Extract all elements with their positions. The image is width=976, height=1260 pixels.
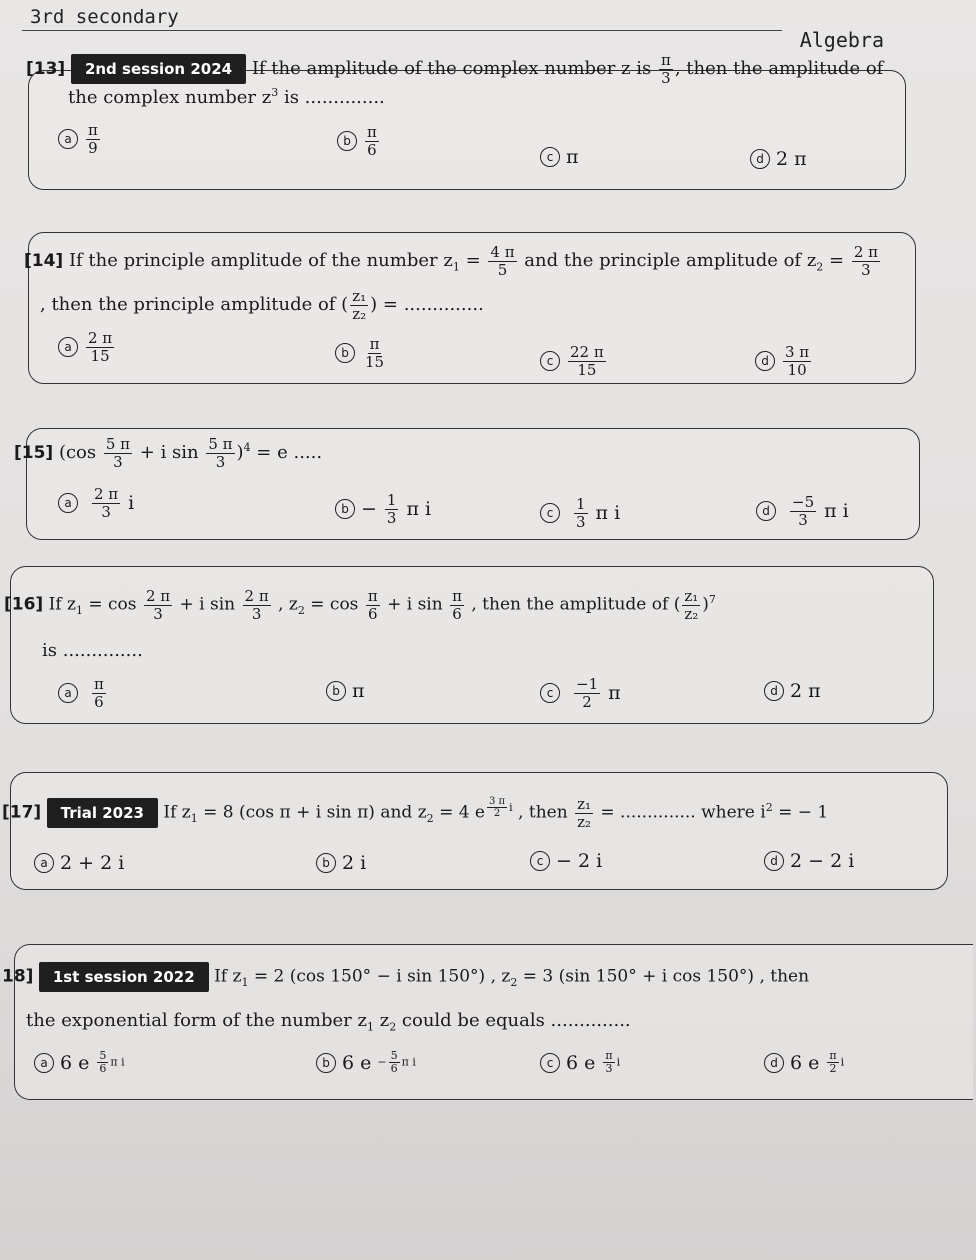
option-letter: b [337,131,357,151]
option-letter: c [540,683,560,703]
question-13-line-1 [26,52,883,86]
option-letter: a [58,337,78,357]
option-c[interactable] [530,850,602,872]
option-text: − 2 i [556,850,603,872]
exponent: $\frac{\pi}{2}$ i [829,1049,845,1076]
question-text: the complex number z [68,87,272,108]
question-text: is .............. [278,87,385,108]
option-c[interactable] [540,676,621,710]
question-text: ) = .............. [370,294,484,315]
question-16-line-2 [42,640,143,662]
question-15-line-1 [14,436,322,470]
question-text: + i sin [139,442,199,463]
option-letter: c [530,851,550,871]
fraction: $\frac{\pi}{15}$ [365,335,385,371]
question-text: = e ..... [250,442,323,463]
fraction: $\frac{22 \pi}{15}$ [570,343,604,379]
option-b[interactable] [316,852,366,874]
question-text: ) [236,442,244,463]
subscript: 2 [510,975,518,989]
question-text: is .............. [42,640,143,661]
question-text: If z [214,966,242,987]
exponent: − $\frac{5}{6}$ π i [377,1049,416,1076]
question-text: = cos [310,594,359,615]
subscript: 1 [75,603,83,617]
option-base: 6 e [60,1051,90,1074]
option-prefix: − [361,498,377,520]
question-14-line-1 [24,244,882,278]
question-17-box [10,772,948,890]
session-badge: 1st session 2022 [39,962,209,992]
fraction: $\frac{\pi}{6}$ [452,587,462,623]
option-c[interactable] [540,496,620,530]
question-text: ) [702,594,709,615]
option-letter: d [750,149,770,169]
question-text: (cos [58,442,97,463]
option-d[interactable] [756,494,849,528]
question-number: [14] [24,251,64,271]
fraction: $\frac{\pi}{6}$ [367,123,377,159]
option-a[interactable] [34,852,124,874]
option-base: 6 e [342,1051,372,1074]
fraction: $\frac{\pi}{3}$ [660,51,671,87]
fraction: $\frac{2 \pi}{3}$ [244,587,269,623]
option-c[interactable] [540,344,608,378]
question-number: 18] [2,966,34,987]
question-text: If the amplitude of the complex number z is [251,58,652,79]
fraction: $\frac{\pi}{9}$ [88,121,98,157]
question-text: = cos [88,594,137,615]
option-b[interactable] [337,124,381,158]
question-text: the exponential form of the number z [26,1010,367,1031]
option-text: π [566,146,579,168]
option-d[interactable] [750,148,807,170]
exponent: 7 [708,592,716,606]
option-letter: a [58,129,78,149]
question-16-line-1 [4,588,716,622]
question-text: , z [278,594,298,615]
exponent: $\frac{5}{6}$ π i [99,1049,125,1076]
fraction: $\frac{5 \pi}{3}$ [105,435,131,471]
option-prefix: 2 π [790,680,821,702]
option-a[interactable] [34,1050,125,1075]
option-a[interactable] [58,330,116,364]
question-text: = 4 e [439,802,485,823]
option-letter: b [335,499,355,519]
fraction: $\frac{\pi}{6}$ [94,675,104,711]
option-letter: c [540,147,560,167]
option-letter: d [755,351,775,371]
question-text: z [373,1010,390,1031]
option-d[interactable] [755,344,813,378]
question-text: = 3 (sin 150° + i cos 150°) , then [522,966,810,987]
question-text: = 2 (cos 150° − i sin 150°) , z [253,966,511,987]
fraction: $\frac{-1}{2}$ [576,675,599,711]
fraction: $\frac{\text{z₁}}{\text{z₂}}$ [684,587,699,623]
equals-sign: = [465,250,481,271]
question-text: + i sin [179,594,236,615]
fraction: $\frac{2 \pi}{3}$ [94,485,119,521]
question-text: If z [163,802,191,823]
fraction: $\frac{2 \pi}{15}$ [88,329,113,365]
option-d[interactable] [764,1050,844,1075]
option-d[interactable] [764,850,854,872]
option-suffix: π i [595,502,621,524]
question-text: = − 1 [772,802,829,823]
question-number: [16] [4,594,44,615]
fraction: $\frac{-5}{3}$ [792,493,815,529]
subscript: 1 [190,811,198,825]
subscript: 2 [297,603,305,617]
option-letter: a [58,493,78,513]
subscript: 2 [389,1020,397,1034]
option-text: 2 i [342,852,367,874]
fraction: $\frac{3 \pi}{10}$ [785,343,810,379]
question-text: If the principle amplitude of the number z [68,250,453,271]
subscript: 1 [452,260,460,274]
fraction: $\frac{1}{3}$ [576,495,586,531]
subject-label: Algebra [799,28,884,52]
question-18-line-1 [2,962,809,992]
option-letter: b [335,343,355,363]
question-text: , then the principle amplitude of ( [40,294,349,315]
question-14-line-2 [40,288,484,322]
question-text: + i sin [387,594,443,615]
fraction: $\frac{2 \pi}{3}$ [145,587,171,623]
option-b[interactable] [335,336,388,370]
question-13-line-2 [68,86,385,109]
option-letter: b [316,853,336,873]
exponent: 3 π 2 i [489,796,513,820]
option-letter: d [756,501,776,521]
exponent: 4 [243,441,251,454]
question-text: , then [518,802,568,823]
option-letter: a [34,853,54,873]
option-a[interactable] [58,486,134,520]
fraction: $\frac{\pi}{6}$ [367,587,378,623]
fraction: $\frac{\text{z₁}}{\text{z₂}}$ [577,795,591,831]
question-18-line-2 [26,1010,631,1034]
equals-sign: = [829,250,845,271]
question-17-line-1 [2,796,828,830]
question-text: could be equals .............. [396,1010,631,1031]
subscript: 2 [426,811,434,825]
header-rule [22,30,782,31]
option-b[interactable] [335,492,431,526]
option-suffix: π i [406,498,432,520]
option-b[interactable] [316,1050,416,1075]
fraction: $\frac{\text{z₁}}{\text{z₂}}$ [352,287,367,323]
option-letter: a [34,1053,54,1073]
option-a[interactable] [58,676,114,710]
question-number: [15] [14,443,54,463]
question-text: , then the amplitude of [674,58,884,79]
question-number: [13] [26,59,66,79]
option-suffix: i [128,492,135,514]
question-text: and the principle amplitude of z [524,250,817,271]
option-text: 2 + 2 i [60,852,125,874]
exponent: 3 [271,86,279,99]
option-text: 2 − 2 i [790,850,855,872]
option-suffix: π [608,682,621,704]
subscript: 1 [366,1020,374,1034]
option-base: 6 e [566,1051,596,1074]
exponent: 2 [765,800,773,814]
option-letter: c [540,1053,560,1073]
option-letter: b [326,681,346,701]
subscript: 1 [241,975,249,989]
option-base: 6 e [790,1051,820,1074]
fraction: $\frac{2 \pi}{3}$ [853,243,879,279]
subscript: 2 [816,260,824,274]
option-prefix: π [352,680,365,702]
fraction: $\frac{1}{3}$ [386,491,397,527]
fraction: $\frac{4 \pi}{5}$ [490,243,515,279]
option-letter: d [764,851,784,871]
session-badge: Trial 2023 [47,798,158,828]
question-number: [17] [2,802,42,823]
option-a[interactable] [58,122,102,156]
option-letter: b [316,1053,336,1073]
question-text: , then the amplitude of ( [471,594,681,615]
question-text: = .............. where i [600,802,766,823]
option-b[interactable] [326,680,371,702]
option-c[interactable] [540,146,579,168]
option-letter: a [58,683,78,703]
session-badge: 2nd session 2024 [71,54,246,84]
option-letter: d [764,1053,784,1073]
exponent: $\frac{\pi}{3}$ i [605,1049,621,1076]
grade-label: 3rd secondary [30,6,179,28]
option-letter: d [764,681,784,701]
option-suffix: π i [824,500,849,522]
option-text: 2 π [776,148,807,170]
option-d[interactable] [764,680,827,702]
option-c[interactable] [540,1050,620,1075]
option-letter: c [540,503,560,523]
option-letter: c [540,351,560,371]
question-text: = 8 (cos π + i sin π) and z [203,802,427,823]
fraction: $\frac{5 \pi}{3}$ [208,435,233,471]
question-text: If z [48,594,76,615]
